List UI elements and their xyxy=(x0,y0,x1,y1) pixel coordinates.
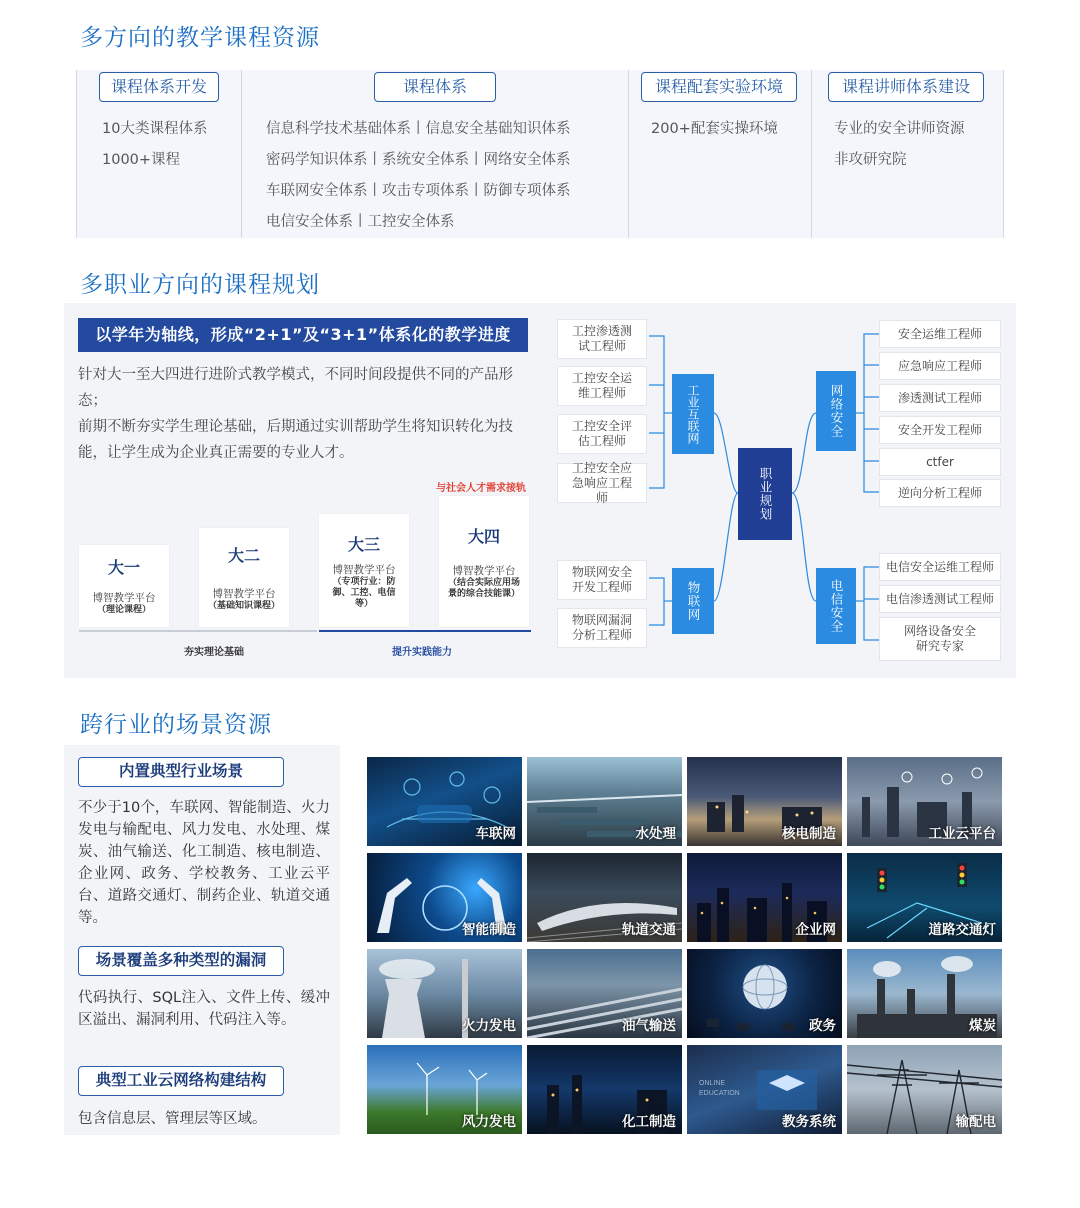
telecom-job-2: 电信渗透测试工程师 xyxy=(879,585,1001,613)
scenario-text-3: 包含信息层、管理层等区域。 xyxy=(78,1111,267,1127)
scene-tile-oil-gas xyxy=(527,949,682,1038)
scene-tile-water-treatment xyxy=(527,757,682,846)
tile-label: 水处理 xyxy=(635,826,676,842)
branch-industrial-internet xyxy=(672,374,714,454)
scene-tile-coal xyxy=(847,949,1002,1038)
course-column-4 xyxy=(811,70,1004,238)
list-item: 车联网安全体系丨攻击专项体系丨防御专项体系 xyxy=(266,183,571,199)
scene-tile-traffic-lights xyxy=(847,853,1002,942)
tile-label: 车联网 xyxy=(475,826,516,842)
section3-title: 跨行业的场景资源 xyxy=(80,712,272,738)
scenario-text-2: 代码执行、SQL注入、文件上传、缓冲区溢出、漏洞利用、代码注入等。 xyxy=(78,990,330,1028)
education-text: EDUCATION xyxy=(699,1090,740,1097)
tile-label: 风力发电 xyxy=(462,1114,516,1130)
year-name: 大二 xyxy=(227,546,260,565)
scene-tile-power-distribution xyxy=(847,1045,1002,1134)
year-sub: （专项行业：防御、工控、电信等） xyxy=(332,577,396,609)
course-tag-3: 课程配套实验环境 xyxy=(641,72,797,102)
branch-label: 工业互联网 xyxy=(686,384,700,444)
branch-label: 电信安全 xyxy=(829,579,844,633)
course-list-3 xyxy=(651,118,778,149)
tile-label: 企业网 xyxy=(795,922,836,938)
tile-label: 智能制造 xyxy=(462,922,516,938)
year-name: 大三 xyxy=(347,535,380,554)
scene-tile-chemical xyxy=(527,1045,682,1134)
course-resources-panel xyxy=(76,70,1004,238)
phase1-label: 夯实理论基础 xyxy=(184,647,244,658)
phase2-label: 提升实践能力 xyxy=(392,647,452,658)
scene-tile-government xyxy=(687,949,842,1038)
scene-tile-smart-manufacturing xyxy=(367,853,522,942)
list-item: 专业的安全讲师资源 xyxy=(834,121,965,137)
planning-desc-1: 针对大一至大四进行进阶式教学模式，不同时间段提供不同的产品形态； xyxy=(78,367,513,409)
course-list-4 xyxy=(834,118,965,180)
branch-label: 网络安全 xyxy=(829,384,844,438)
scene-tile-wind-power xyxy=(367,1045,522,1134)
career-mindmap-lines xyxy=(64,303,1016,678)
scenario-text-1: 不少于10个，车联网、智能制造、火力发电与输配电、风力发电、水处理、煤炭、油气输送、化工制造、核电制造、企业网、政务、学校教务、工业云平台、道路交通灯、制药企业、轨道交通等。 xyxy=(78,800,330,926)
tile-label: 化工制造 xyxy=(622,1114,676,1130)
course-column-1 xyxy=(76,70,241,238)
iot-job-1: 物联网安全开发工程师 xyxy=(557,560,647,600)
course-tag-2: 课程体系 xyxy=(374,72,496,102)
list-item: 1000+课程 xyxy=(102,152,181,168)
scene-tile-industrial-cloud xyxy=(847,757,1002,846)
list-item: 非攻研究院 xyxy=(834,152,907,168)
network-job-2: 应急响应工程师 xyxy=(879,352,1001,380)
list-item: 10大类课程体系 xyxy=(102,121,208,137)
course-list-2 xyxy=(266,118,571,242)
scenario-tag-2: 场景覆盖多种类型的漏洞 xyxy=(78,946,284,976)
iot-job-2: 物联网漏洞分析工程师 xyxy=(557,608,647,648)
network-job-4: 安全开发工程师 xyxy=(879,416,1001,444)
industrial-job-3: 工控安全评估工程师 xyxy=(557,414,647,454)
teaching-progress-banner: 以学年为轴线，形成“2+1”及“3+1”体系化的教学进度 xyxy=(78,318,528,352)
course-list-1 xyxy=(102,118,207,180)
course-tag-1: 课程体系开发 xyxy=(99,72,219,102)
network-job-3: 渗透测试工程师 xyxy=(879,384,1001,412)
network-job-5: ctfer xyxy=(879,448,1001,476)
scenario-desc-panel xyxy=(64,745,340,1135)
list-item: 200+配套实操环境 xyxy=(651,121,778,137)
tile-label: 轨道交通 xyxy=(622,922,676,938)
year-sub: （基础知识课程） xyxy=(207,601,280,611)
scene-tile-rail-transit xyxy=(527,853,682,942)
scenario-tag-3: 典型工业云网络构建结构 xyxy=(78,1066,284,1096)
course-column-2 xyxy=(241,70,628,238)
tile-label: 政务 xyxy=(809,1018,836,1034)
career-planning-center xyxy=(738,448,792,540)
scene-tile-nuclear xyxy=(687,757,842,846)
industry-demand-note: 与社会人才需求接轨 xyxy=(436,483,526,494)
year-sub: （理论课程） xyxy=(96,605,151,615)
year-platform: 博智教学平台 xyxy=(452,565,516,577)
tile-label: 煤炭 xyxy=(969,1018,996,1034)
list-item: 信息科学技术基础体系丨信息安全基础知识体系 xyxy=(266,121,571,137)
scenario-tag-1: 内置典型行业场景 xyxy=(78,757,284,787)
year-sub: （结合实际应用场景的综合技能课） xyxy=(447,578,520,599)
tile-label: 火力发电 xyxy=(462,1018,516,1034)
list-item: 密码学知识体系丨系统安全体系丨网络安全体系 xyxy=(266,152,571,168)
center-label: 职业规划 xyxy=(758,467,773,521)
tile-label: 核电制造 xyxy=(782,826,836,842)
course-column-3 xyxy=(628,70,811,238)
planning-desc-2: 前期不断夯实学生理论基础，后期通过实训帮助学生将知识转化为技能，让学生成为企业真正需要的专业人才。 xyxy=(78,419,513,461)
industrial-job-1: 工控渗透测试工程师 xyxy=(557,319,647,359)
tile-label: 输配电 xyxy=(955,1114,996,1130)
scene-tile-thermal-power xyxy=(367,949,522,1038)
tile-label: 工业云平台 xyxy=(928,826,996,842)
industrial-job-2: 工控安全运维工程师 xyxy=(557,366,647,406)
telecom-job-3: 网络设备安全研究专家 xyxy=(879,617,1001,661)
network-job-6: 逆向分析工程师 xyxy=(879,479,1001,507)
scene-tile-enterprise-network xyxy=(687,853,842,942)
course-tag-4: 课程讲师体系建设 xyxy=(828,72,984,102)
scene-tile-connected-vehicles xyxy=(367,757,522,846)
year-platform: 博智教学平台 xyxy=(212,588,276,600)
career-planning-panel xyxy=(64,303,1016,678)
tile-label: 油气输送 xyxy=(622,1018,676,1034)
industrial-job-4: 工控安全应急响应工程师 xyxy=(557,463,647,503)
tile-label: 道路交通灯 xyxy=(928,922,996,938)
online-text: ONLINE xyxy=(699,1080,726,1087)
tile-label: 教务系统 xyxy=(782,1114,836,1130)
year-platform: 博智教学平台 xyxy=(332,564,396,576)
telecom-job-1: 电信安全运维工程师 xyxy=(879,553,1001,581)
branch-telecom-security xyxy=(816,568,856,644)
branch-iot xyxy=(672,568,714,634)
year-name: 大四 xyxy=(467,527,500,546)
year-name: 大一 xyxy=(107,558,140,577)
list-item: 电信安全体系丨工控安全体系 xyxy=(266,214,455,230)
year-platform: 博智教学平台 xyxy=(92,592,156,604)
section1-title: 多方向的教学课程资源 xyxy=(80,25,320,51)
branch-label: 物联网 xyxy=(686,580,701,622)
branch-network-security xyxy=(816,371,856,451)
scene-tile-academic-affairs xyxy=(687,1045,842,1134)
network-job-1: 安全运维工程师 xyxy=(879,320,1001,348)
section2-title: 多职业方向的课程规划 xyxy=(80,272,320,298)
